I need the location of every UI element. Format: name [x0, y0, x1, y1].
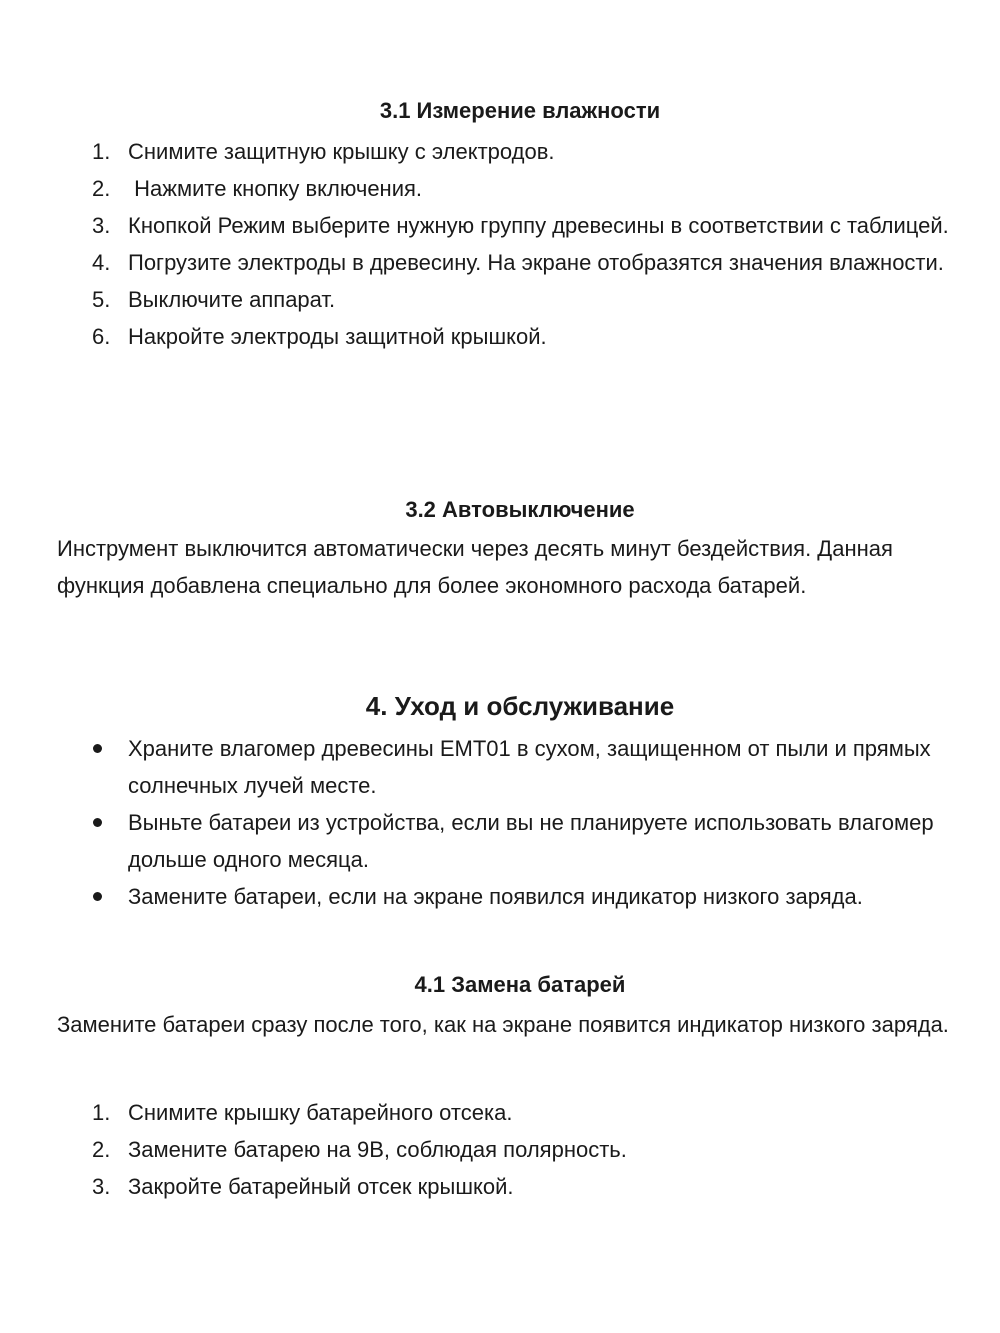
section-3-2-title: 3.2 Автовыключение — [405, 497, 635, 522]
list-number: 1. — [92, 139, 111, 164]
section-4-1-text: Замените батареи сразу после того, как на экране появится индикатор низкого заряда. — [57, 1012, 949, 1037]
list-item — [0, 281, 1000, 318]
list-item-text: Кнопкой Режим выберите нужную группу древесины в соответствии с таблицей. — [128, 213, 949, 238]
list-item-text: Накройте электроды защитной крышкой. — [128, 324, 547, 349]
list-item — [0, 878, 1000, 915]
list-item-text: Замените батареи, если на экране появился индикатор низкого заряда. — [128, 884, 863, 909]
list-number: 1. — [92, 1100, 111, 1125]
section-3-1-title: 3.1 Измерение влажности — [379, 98, 661, 123]
section-4-1-title: 4.1 Замена батарей — [414, 972, 626, 997]
list-item-text: Нажмите кнопку включения. — [128, 176, 423, 201]
list-item — [0, 1168, 1000, 1205]
list-item-text: Закройте батарейный отсек крышкой. — [128, 1174, 514, 1199]
list-item — [0, 133, 1000, 170]
list-item — [0, 804, 1000, 878]
list-item — [0, 244, 1000, 281]
section-3-1-steps — [0, 133, 1000, 355]
list-number: 3. — [92, 1174, 111, 1199]
list-number: 6. — [92, 324, 111, 349]
list-item-text: Выключите аппарат. — [128, 287, 336, 312]
list-item — [0, 170, 1000, 207]
list-number: 5. — [92, 287, 111, 312]
list-item — [0, 730, 1000, 804]
list-item-text: Погрузите электроды в древесину. На экране отобразятся значения влажности. — [128, 250, 944, 275]
list-item-text: Замените батарею на 9В, соблюдая полярность. — [128, 1137, 627, 1162]
section-4-1-steps — [0, 1094, 1000, 1205]
bullet-icon — [93, 744, 102, 753]
list-item-text: Храните влагомер древесины EMT01 в сухом, защищенном от пыли и прямых солнечных лучей месте. — [128, 736, 931, 798]
list-item-text: Снимите крышку батарейного отсека. — [128, 1100, 513, 1125]
list-item — [0, 207, 1000, 244]
list-number: 4. — [92, 250, 111, 275]
list-item-text: Снимите защитную крышку с электродов. — [128, 139, 555, 164]
list-item — [0, 1131, 1000, 1168]
bullet-icon — [93, 892, 102, 901]
list-number: 3. — [92, 213, 111, 238]
list-item — [0, 1094, 1000, 1131]
section-3-2-text: Инструмент выключится автоматически через десять минут бездействия. Данная функция добавлена специально для более экономного расхода батарей. — [57, 536, 893, 598]
list-item — [0, 318, 1000, 355]
list-number: 2. — [92, 1137, 111, 1162]
section-4-title: 4. Уход и обслуживание — [365, 691, 675, 721]
list-item-text: Выньте батареи из устройства, если вы не планируете использовать влагомер дольше одного месяца. — [128, 810, 934, 872]
section-4-bullets — [0, 730, 1000, 915]
list-number: 2. — [92, 176, 111, 201]
bullet-icon — [93, 818, 102, 827]
